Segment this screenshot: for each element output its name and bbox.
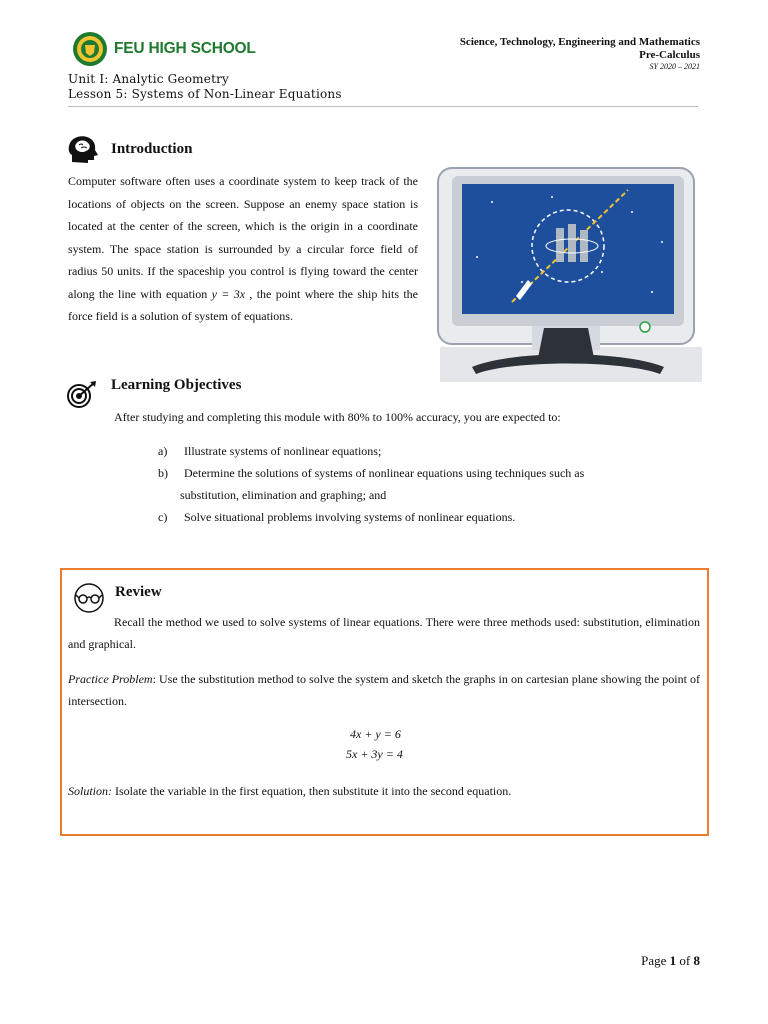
- objective-label: b): [158, 466, 168, 480]
- equation-2: 5x + 3y = 4: [346, 747, 403, 761]
- practice-label: Practice Problem: [68, 672, 153, 686]
- objective-text: Solve situational problems involving systems of nonlinear equations.: [184, 510, 516, 524]
- page-word: Page: [641, 953, 667, 968]
- review-paragraph: [68, 611, 700, 655]
- header-right: [460, 36, 700, 74]
- unit-lesson-block: [68, 72, 342, 102]
- school-name: FEU HIGH SCHOOL: [114, 40, 256, 57]
- school-seal-icon: [72, 31, 108, 67]
- objective-item-b: [158, 462, 703, 506]
- objective-text: Illustrate systems of nonlinear equations;: [184, 444, 382, 458]
- introduction-title: Introduction: [111, 141, 193, 157]
- objective-text-continued: substitution, elimination and graphing; and: [180, 488, 387, 502]
- equation-1: 4x + y = 6: [350, 727, 401, 741]
- learning-objectives-title: Learning Objectives: [111, 377, 242, 393]
- practice-text: : Use the substitution method to solve the system and sketch the graphs in on cartesian plane showing the point of intersection.: [68, 672, 701, 708]
- solution-label: Solution:: [68, 784, 112, 798]
- introduction-paragraph: [68, 170, 418, 328]
- head-brain-icon: [66, 135, 100, 165]
- review-title: Review: [115, 584, 162, 600]
- target-arrow-icon: [66, 380, 98, 408]
- reading-glasses-icon: [72, 583, 106, 613]
- page-total: 8: [693, 953, 700, 968]
- intro-text-part1: Computer software often uses a coordinate system to keep track of the locations of objects on the screen. Suppose an enemy space station is located at the center of the screen, which is the origin in a coordinate system. The space station is surrounded by a circular force field of radius 50 units. If the spaceship you control is flying toward the center along the line with equation: [68, 174, 418, 301]
- objective-item-c: [158, 506, 703, 528]
- header-divider: [68, 106, 698, 107]
- page-number: [641, 953, 700, 969]
- page-current: 1: [669, 953, 677, 968]
- monitor-space-illustration: [432, 162, 702, 384]
- objective-label: c): [158, 510, 168, 524]
- practice-problem: [68, 668, 700, 712]
- lesson-title: Lesson 5: Systems of Non-Linear Equations: [68, 87, 342, 101]
- objective-text: Determine the solutions of systems of nonlinear equations using techniques such as: [184, 466, 585, 480]
- unit-title: Unit I: Analytic Geometry: [68, 72, 230, 86]
- solution-text: Isolate the variable in the first equation, then substitute it into the second equation.: [112, 784, 512, 798]
- school-year: SY 2020 – 2021: [649, 62, 700, 71]
- objective-item-a: [158, 440, 703, 462]
- solution-line: [68, 784, 511, 799]
- review-text: Recall the method we used to solve systems of linear equations. There were three methods used: substitution, elimination and graphical.: [68, 615, 700, 651]
- objectives-lead: After studying and completing this module with 80% to 100% accuracy, you are expected to:: [114, 410, 561, 424]
- subject-title: Pre-Calculus: [639, 48, 700, 61]
- intro-equation: y = 3x: [211, 286, 246, 301]
- school-logo: [72, 30, 272, 68]
- of-word: of: [679, 953, 691, 968]
- objective-label: a): [158, 444, 168, 458]
- strand-title: Science, Technology, Engineering and Mathematics: [459, 36, 700, 48]
- intro-text-part2: , the point where the ship hits the force field is a solution of system of equations.: [68, 286, 419, 323]
